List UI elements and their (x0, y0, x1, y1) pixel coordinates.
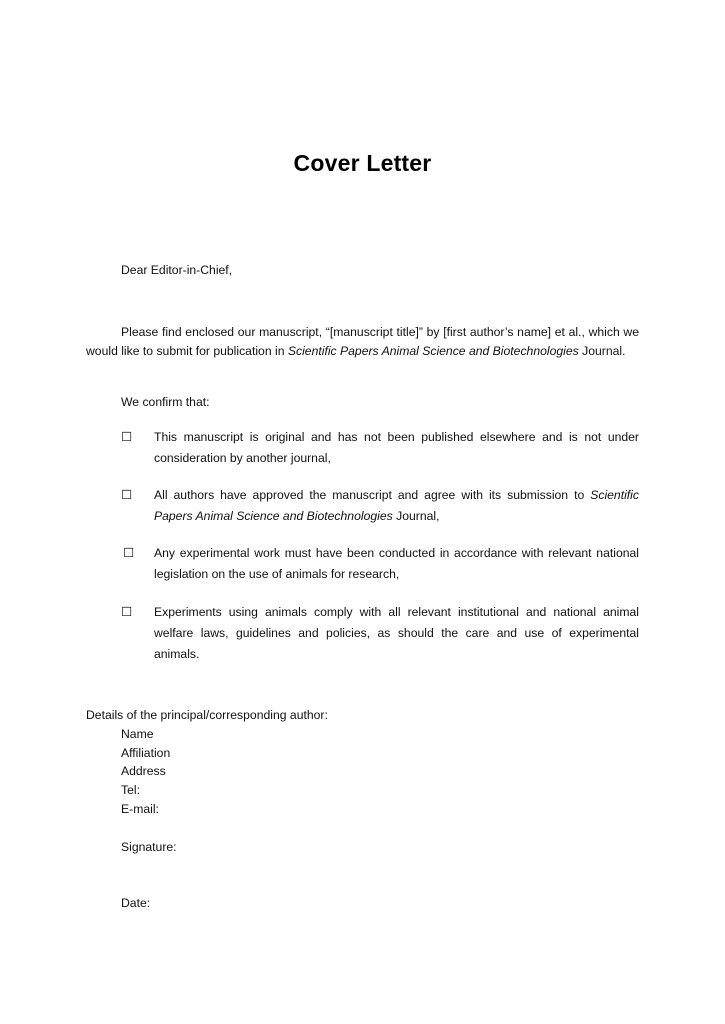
checkbox-icon[interactable]: ☐ (121, 430, 133, 444)
author-details-heading: Details of the principal/corresponding author: (86, 708, 328, 722)
confirmation-item (154, 602, 639, 665)
intro-paragraph (86, 323, 639, 361)
confirmation-item (154, 485, 639, 527)
journal-name: Scientific Papers Animal Science and Biotechnologies (154, 488, 639, 523)
confirmation-text: All authors have approved the manuscript and agree with its submission to (154, 488, 591, 502)
confirm-lead: We confirm that: (121, 395, 210, 409)
intro-text-end: Journal. (578, 344, 626, 358)
checkbox-icon[interactable]: ☐ (123, 546, 135, 560)
confirmation-text: Experiments using animals comply with all relevant institutional and national animal welfare laws, guidelines and policies, as should the care and use of experimental animals. (154, 605, 639, 661)
journal-name: Scientific Papers Animal Science and Biotechnologies (287, 344, 579, 358)
confirmation-item (154, 543, 639, 585)
page-title: Cover Letter (293, 150, 432, 176)
field-address: Address (121, 764, 166, 778)
date-label: Date: (121, 896, 151, 910)
signature-label: Signature: (121, 840, 177, 854)
intro-text: Please find enclosed our manuscript, “[manuscript title]” by [first author’s name] et al., which we would like to submit for publication in (86, 325, 639, 358)
field-tel: Tel: (121, 783, 140, 797)
confirmation-text: Any experimental work must have been conducted in accordance with relevant national legislation on the use of animals for research, (154, 546, 639, 581)
checkbox-icon[interactable]: ☐ (121, 488, 133, 502)
confirmation-text: This manuscript is original and has not been published elsewhere and is not under consideration by another journal, (154, 430, 639, 465)
field-name: Name (121, 727, 154, 741)
confirmation-item (154, 427, 639, 469)
checkbox-icon[interactable]: ☐ (121, 605, 133, 619)
field-email: E-mail: (121, 802, 159, 816)
salutation: Dear Editor-in-Chief, (121, 263, 233, 277)
field-affiliation: Affiliation (121, 746, 171, 760)
confirmation-text-end: Journal, (392, 509, 440, 523)
